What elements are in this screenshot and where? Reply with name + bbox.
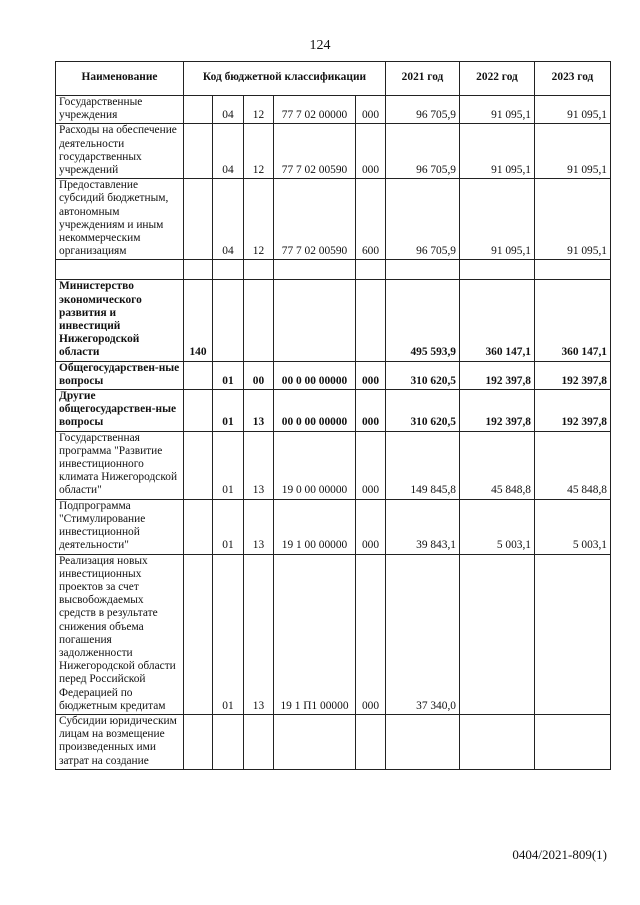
row-2021: 495 593,9 [386,280,460,361]
row-ministry [184,361,213,389]
row-section: 01 [213,361,244,389]
row-subsection: 12 [244,96,274,124]
row-article: 77 7 02 00590 [274,179,356,260]
row-section [213,714,244,769]
table-row [56,124,611,179]
row-subsection: 13 [244,390,274,432]
row-2022: 192 397,8 [460,361,535,389]
row-ministry [184,714,213,769]
row-article: 19 1 00 00000 [274,499,356,554]
row-ministry: 140 [184,280,213,361]
row-section: 04 [213,96,244,124]
row-2021: 310 620,5 [386,361,460,389]
row-expense [356,280,386,361]
row-2021: 310 620,5 [386,390,460,432]
row-section: 04 [213,179,244,260]
row-expense: 000 [356,361,386,389]
row-name: Другие общегосударствен-ные вопросы [56,390,184,432]
row-subsection: 13 [244,499,274,554]
row-2023: 45 848,8 [535,431,611,499]
row-expense: 000 [356,431,386,499]
row-2022: 192 397,8 [460,390,535,432]
row-article: 77 7 02 00590 [274,124,356,179]
table-row [56,179,611,260]
row-2023: 91 095,1 [535,124,611,179]
row-2022 [460,554,535,714]
header-2023: 2023 год [535,62,611,96]
row-2021 [386,714,460,769]
row-subsection: 13 [244,431,274,499]
header-name: Наименование [56,62,184,96]
row-name: Государственные учреждения [56,96,184,124]
row-2022: 91 095,1 [460,96,535,124]
row-section: 04 [213,124,244,179]
table-row [56,431,611,499]
table-row [56,390,611,432]
row-article [274,280,356,361]
row-subsection [244,714,274,769]
row-article: 00 0 00 00000 [274,390,356,432]
row-article: 77 7 02 00000 [274,96,356,124]
row-name: Расходы на обеспечение деятельности государственных учреждений [56,124,184,179]
row-2023 [535,554,611,714]
row-article [274,714,356,769]
row-article: 19 0 00 00000 [274,431,356,499]
row-2022: 91 095,1 [460,124,535,179]
table-row [56,96,611,124]
document-code: 0404/2021-809(1) [512,847,607,862]
row-section: 01 [213,390,244,432]
header-code: Код бюджетной классификации [184,62,386,96]
table-row [56,280,611,361]
row-name: Общегосударствен-ные вопросы [56,361,184,389]
row-ministry [184,431,213,499]
row-2023: 192 397,8 [535,390,611,432]
row-name: Государственная программа "Развитие инвестиционного климата Нижегородской области" [56,431,184,499]
row-name: Субсидии юридическим лицам на возмещение произведенных ими затрат на создание [56,714,184,769]
header-2021: 2021 год [386,62,460,96]
row-2022: 5 003,1 [460,499,535,554]
row-expense: 000 [356,554,386,714]
row-subsection: 00 [244,361,274,389]
table-row [56,361,611,389]
row-ministry [184,96,213,124]
row-2021: 37 340,0 [386,554,460,714]
row-2022: 45 848,8 [460,431,535,499]
row-2021: 96 705,9 [386,179,460,260]
row-subsection: 13 [244,554,274,714]
row-expense: 000 [356,96,386,124]
row-expense: 000 [356,390,386,432]
row-ministry [184,554,213,714]
row-2021: 39 843,1 [386,499,460,554]
row-ministry [184,499,213,554]
row-expense: 000 [356,499,386,554]
row-ministry [184,124,213,179]
row-article: 19 1 П1 00000 [274,554,356,714]
row-2023: 192 397,8 [535,361,611,389]
page-number: 124 [309,38,331,53]
row-2022: 91 095,1 [460,179,535,260]
row-2023: 91 095,1 [535,179,611,260]
row-section [213,280,244,361]
table-spacer-row [56,260,611,280]
row-name: Предоставление субсидий бюджетным, автономным учреждениям и иным некоммерческим организациям [56,179,184,260]
table-row [56,714,611,769]
row-article: 00 0 00 00000 [274,361,356,389]
table-row [56,554,611,714]
table-header-row [56,62,611,96]
row-ministry [184,179,213,260]
row-2022 [460,714,535,769]
row-subsection [244,280,274,361]
row-name: Реализация новых инвестиционных проектов за счет высвобождаемых средств в результате снижения объема погашения задолженности Нижегородской области перед Российской Федерацией по бюджетным кредитам [56,554,184,714]
header-2022: 2022 год [460,62,535,96]
budget-table [55,61,611,770]
row-subsection: 12 [244,179,274,260]
row-2023: 360 147,1 [535,280,611,361]
row-expense: 600 [356,179,386,260]
row-expense [356,714,386,769]
row-name: Министерство экономического развития и инвестиций Нижегородской области [56,280,184,361]
row-section: 01 [213,431,244,499]
row-2023: 91 095,1 [535,96,611,124]
row-2021: 96 705,9 [386,124,460,179]
row-2021: 96 705,9 [386,96,460,124]
row-2022: 360 147,1 [460,280,535,361]
row-section: 01 [213,499,244,554]
row-2021: 149 845,8 [386,431,460,499]
row-name: Подпрограмма "Стимулирование инвестиционной деятельности" [56,499,184,554]
row-2023 [535,714,611,769]
row-subsection: 12 [244,124,274,179]
row-ministry [184,390,213,432]
row-expense: 000 [356,124,386,179]
row-2023: 5 003,1 [535,499,611,554]
row-section: 01 [213,554,244,714]
table-row [56,499,611,554]
